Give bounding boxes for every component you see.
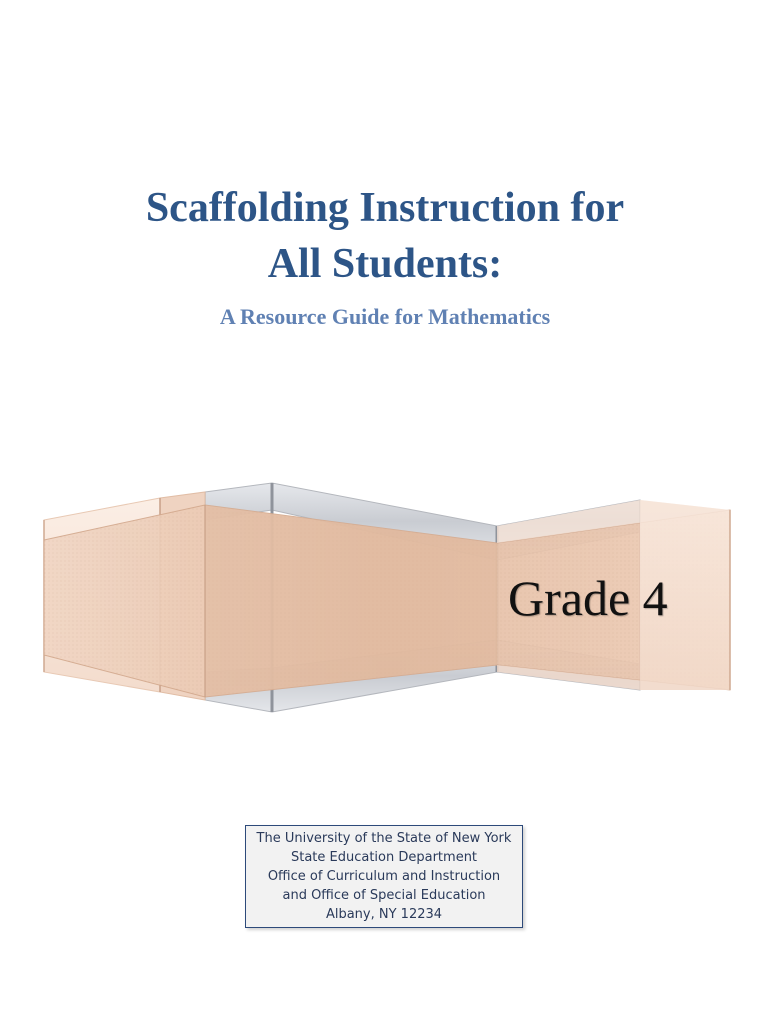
title-line-2: All Students:: [267, 241, 503, 287]
grade-label: Grade 4: [508, 570, 668, 626]
address-line-2: State Education Department: [290, 850, 478, 865]
title-line-1: Scaffolding Instruction for: [145, 185, 625, 231]
address-line-4: and Office of Special Education: [282, 888, 486, 903]
document-title: [0, 180, 770, 292]
publisher-address-box: [245, 825, 523, 928]
document-subtitle: A Resource Guide for Mathematics: [219, 304, 551, 329]
address-line-5: Albany, NY 12234: [325, 907, 443, 922]
address-line-1: The University of the State of New York: [256, 831, 512, 846]
address-line-3: Office of Curriculum and Instruction: [267, 869, 501, 884]
